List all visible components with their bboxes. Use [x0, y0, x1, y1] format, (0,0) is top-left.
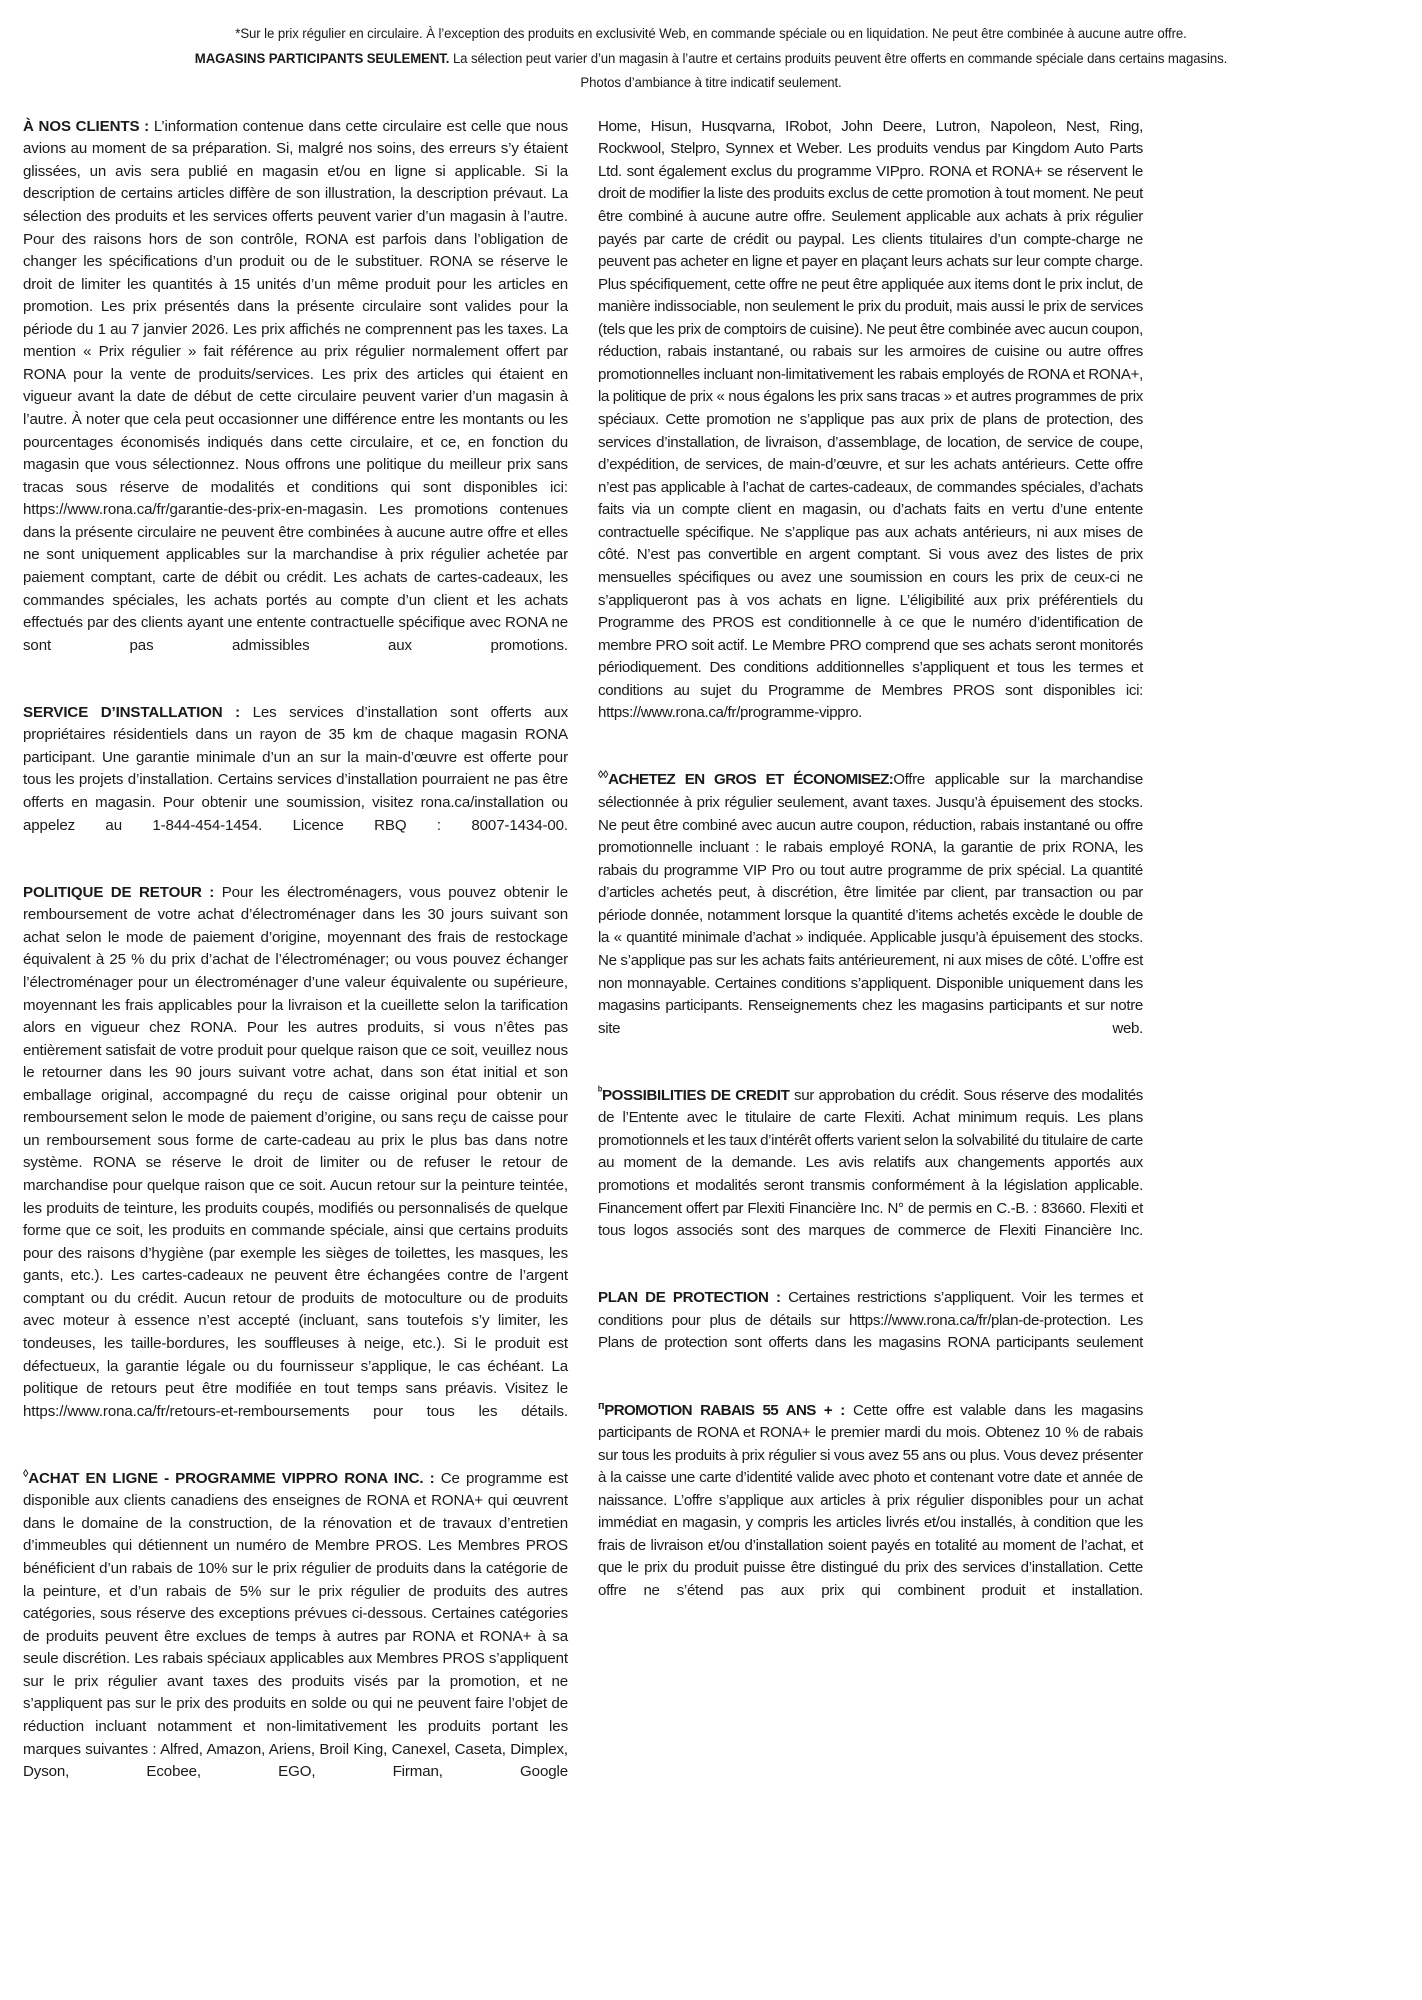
section-heading: PLAN DE PROTECTION : — [598, 1289, 781, 1307]
section-paragraph — [23, 882, 568, 1446]
section-heading: POLITIQUE DE RETOUR : — [23, 883, 215, 901]
left-column — [23, 116, 568, 1807]
section-vippro-continued — [598, 116, 1143, 748]
section-promotion-rabais-55-ans — [598, 1400, 1143, 1626]
section-body: Les services d’installation sont offerts aux propriétaires résidentiels dans un rayon de 35 km de chaque magasin RONA participant. Une garantie minimale d’un an sur la main-d’œuvre est offerte pour tous les projets d’installation. Certains services d’installation pourraient ne pas être offerts en magasin. Pour obtenir une soumission, visitez rona.ca/installation ou appelez au 1-844-454-1454. Licence RBQ : 8007-1434-00. — [23, 703, 568, 834]
section-politique-de-retour — [23, 882, 568, 1446]
section-paragraph — [598, 1085, 1143, 1266]
masthead-line-3: Photos d’ambiance à titre indicatif seulement. — [580, 75, 842, 92]
section-heading: ACHETEZ EN GROS ET ÉCONOMISEZ: — [608, 771, 894, 789]
section-body: Cette offre est valable dans les magasins participants de RONA et RONA+ le premier mardi du mois. Obtenez 10 % de rabais sur tous les produits à prix régulier si vous avez 55 ans ou plus. Vous devez présenter à la caisse une carte d’identité valide avec photo et contenant votre date et année de naissance. L’offre s’applique aux articles à prix régulier disponibles pour un achat immédiat en magasin, y compris les articles livrés et/ou installés, à condition que les frais de livraison et/ou d’installation soient payés en totalité au moment de l’achat, et que le prix du produit puisse être distingué du prix des services d’installation. Cette offre ne s’étend pas aux prix qui combinent produit et installation. — [598, 1401, 1143, 1600]
section-body: Pour les électroménagers, vous pouvez obtenir le remboursement de votre achat d’électroménager dans les 30 jours suivant son achat selon le mode de paiement d’origine, moyennant des frais de restockage équivalent à 25 % du prix d’achat de l’électroménager; ou vous pouvez échanger l’électroménager pour un électroménager d’une valeur équivalente ou supérieure, moyennant les frais applicables pour la livraison et la cueillette selon la tarification alors en vigueur chez RONA. Pour les autres produits, si vous n’êtes pas entièrement satisfait de votre produit pour quelque raison que ce soit, veuillez nous le retourner dans les 90 jours suivant votre achat, dans son état initial et son emballage original, accompagné du reçu de caisse original pour obtenir un remboursement selon le mode de paiement d’origine, ou sans reçu de caisse pour un remboursement sous forme de carte-cadeau au prix le plus bas dans notre système. RONA se réserve le droit de limiter ou de refuser le retour de marchandise pour quelque raison que ce soit. Aucun retour sur la peinture teintée, les produits de teinture, les produits coupés, modifiés ou personnalisés de quelque forme que ce soit, les produits en commande spéciale, ainsi que certains produits pour des raisons d’hygiène (par exemple les sièges de toilettes, les masques, les gants, etc.). Les cartes-cadeaux ne peuvent être échangées contre de l’argent comptant ou du crédit. Aucun retour de produits de motoculture ou de produits avec moteur à essence n’est accepté (incluant, sans toutefois s’y limiter, les tondeuses, les taille-bordures, les souffleuses à neige, etc.). Si le produit est défectueux, la garantie légale ou du fournisseur s’applique, le cas échéant. La politique de retours peut être modifiée en tout temps sans préavis. Visitez le https://www.rona.ca/fr/retours-et-remboursements pour tous les détails. — [23, 883, 568, 1420]
masthead-line-2-rest: La sélection peut varier d’un magasin à l’autre et certains produits peuvent être offerts en commande spéciale dans certains magasins. — [449, 50, 1228, 67]
section-marker: ᵇ — [598, 1084, 602, 1097]
section-body: L’information contenue dans cette circulaire est celle que nous avions au moment de sa préparation. Si, malgré nos soins, des erreurs s’y étaient glissées, un avis sera publié en magasin et/ou en ligne si applicable. Si la description de certains articles diffère de son illustration, la description prévaut. La sélection des produits et les services offerts peuvent varier d’un magasin à l’autre. Pour des raisons hors de son contrôle, RONA est parfois dans l’obligation de changer les spécifications d’un produit ou de le substituer. RONA se réserve le droit de limiter les quantités à 15 unités d’un même produit pour les articles en promotion. Les prix présentés dans la présente circulaire sont valides pour la période du 1 au 7 janvier 2026. Les prix affichés ne comprennent pas les taxes. La mention « Prix régulier » fait référence au prix régulier normalement offert par RONA pour la vente de produits/services. Les prix des articles qui étaient en vigueur avant la date de début de cette circulaire peuvent varier d’un magasin à l’autre. À noter que cela peut occasionner une différence entre les montants ou les pourcentages économisés indiqués dans cette circulaire, et ce, en fonction du magasin que vous sélectionnez. Nous offrons une politique du meilleur prix sans tracas sous réserve de modalités et conditions qui sont disponibles ici: https://www.rona.ca/fr/garantie-des-prix-en-magasin. Les promotions contenues dans la présente circulaire ne peuvent être combinées à aucune autre offre et elles ne sont uniquement applicables sur la marchandise à prix régulier achetée par paiement comptant, carte de débit ou crédit. Les achats de cartes-cadeaux, les commandes spéciales, les achats portés au compte d’un client et les achats effectués par des clients ayant une entente contractuelle spécifique avec RONA ne sont pas admissibles aux promotions. — [23, 117, 568, 654]
masthead-disclaimer — [18, 18, 1404, 102]
section-a-nos-clients — [23, 116, 568, 680]
section-marker: ᴨ — [598, 1399, 605, 1412]
section-heading: À NOS CLIENTS : — [23, 117, 150, 135]
section-marker: ◊◊ — [598, 769, 609, 782]
masthead-line-1: *Sur le prix régulier en circulaire. À l’exception des produits en exclusivité Web, en commande spéciale ou en liquidation. Ne peut être combinée à aucune autre offre. — [235, 26, 1187, 42]
section-achat-en-ligne-vippro — [23, 1468, 568, 1806]
section-body: Offre applicable sur la marchandise sélectionnée à prix régulier seulement, avant taxes. Jusqu’à épuisement des stocks. Ne peut être combiné avec aucun autre coupon, réduction, rabais instantané ou offre promotionnelle incluant : le rabais employé RONA, la garantie de prix RONA, les rabais du programme VIP Pro ou tout autre programme de prix spécial. La quantité d’articles achetés peut, à discrétion, être limitée par client, par transaction ou par période donnée, notamment lorsque la quantité d’items achetés excède le double de la « quantité minimale d’achat » indiquée. Applicable jusqu’à épuisement des stocks. Ne s’applique pas sur les achats faits antérieurement, ni aux mises de côté. L’offre est non monnayable. Certaines conditions s’appliquent. Disponible uniquement dans les magasins participants. Renseignements chez les magasins participants et sur notre site web. — [598, 771, 1144, 1037]
section-heading: PROMOTION RABAIS 55 ANS + : — [604, 1401, 845, 1419]
section-paragraph — [23, 1468, 568, 1806]
masthead-line-2 — [104, 49, 1319, 71]
section-heading: POSSIBILITIES DE CREDIT — [601, 1086, 790, 1104]
section-paragraph — [598, 1400, 1143, 1626]
section-achetez-en-gros — [598, 769, 1143, 1062]
section-body: Ce programme est disponible aux clients canadiens des enseignes de RONA et RONA+ qui œuvrent dans le domaine de la construction, de la rénovation et de travaux d’entretien d’immeubles qui détiennent un numéro de Membre PROS. Les Membres PROS bénéficient d’un rabais de 10% sur le prix régulier de produits dans la catégorie de la peinture, et d’un rabais de 5% sur le prix régulier de produits des autres catégories, sous réserve des exceptions prévues ci-dessous. Certaines catégories de produits peuvent être exclues de temps à autres par RONA et RONA+ à sa seule discrétion. Les rabais spéciaux applicables aux Membres PROS s’appliquent sur le prix régulier avant taxes des produits visés par la promotion, et ne s’appliquent pas sur le prix des produits en solde ou qui ne peuvent faire l’objet de réduction incluant notamment et non-limitativement les produits portant les marques suivantes : Alfred, Amazon, Ariens, Broil King, Canexel, Caseta, Dimplex, Dyson, Ecobee, EGO, Firman, Google — [23, 1469, 568, 1781]
section-body: Certaines restrictions s’appliquent. Voir les termes et conditions pour plus de détails sur https://www.rona.ca/fr/plan-de-protection. Les Plans de protection sont offerts dans les magasins RONA participants seulement — [598, 1289, 1143, 1352]
section-paragraph — [598, 116, 1143, 748]
section-paragraph — [23, 116, 568, 680]
section-paragraph — [598, 769, 1143, 1062]
masthead-line-2-bold: MAGASINS PARTICIPANTS SEULEMENT. — [194, 50, 450, 67]
section-possibilites-de-credit — [598, 1085, 1143, 1266]
section-paragraph — [23, 702, 568, 860]
section-body: Home, Hisun, Husqvarna, IRobot, John Deere, Lutron, Napoleon, Nest, Ring, Rockwool, Stelpro, Synnex et Weber. Les produits vendus par Kingdom Auto Parts Ltd. sont également exclus du programme VIPpro. RONA et RONA+ se réservent le droit de modifier la liste des produits exclus de cette promotion à tout moment. Ne peut être combiné à aucune autre offre. Seulement applicable aux achats à prix régulier payés par carte de crédit ou paypal. Les clients titulaires d’un compte-charge ne peuvent pas acheter en ligne et payer en plaçant leurs achats sur leur compte charge. Plus spécifiquement, cette offre ne peut être appliquée aux items dont le prix inclut, de manière indissociable, non seulement le prix du produit, mais aussi le prix de services (tels que les prix de comptoirs de cuisine). Ne peut être combinée avec aucun coupon, réduction, rabais instantané, ou rabais sur les armoires de cuisine ou autre offres promotionnelles incluant non-limitativement les rabais employés de RONA et RONA+, la politique de prix « nous égalons les prix sans tracas » et autres programmes de prix spéciaux. Cette promotion ne s’applique pas aux prix de plans de protection, des services d’installation, de livraison, d’assemblage, de location, de service de coupe, d’expédition, de services, de main-d’œuvre, et sur les achats antérieurs. Cette offre n’est pas applicable à l’achat de cartes-cadeaux, de commandes spéciales, d’achats faits via un compte client en magasin, ou d’achats faits en vertu d’une entente contractuelle spécifique. Ne s’applique pas aux achats antérieurs, ni aux mises de côté. N’est pas convertible en argent comptant. Si vous avez des listes de prix mensuelles spécifiques ou avez une soumission en cours les prix de ceux-ci ne s’appliqueront pas à vos achats en ligne. L’éligibilité aux prix préférentiels du Programme des PROS est conditionnelle à ce que le numéro d’identification de membre PRO soit actif. Le Membre PRO comprend que ses achats seront monitorés périodiquement. Des conditions additionnelles s’appliquent et tous les termes et conditions au sujet du Programme de Membres PROS sont disponibles ici: https://www.rona.ca/fr/programme-vippro. — [598, 117, 1143, 722]
section-paragraph — [598, 1287, 1143, 1377]
section-heading: SERVICE D’INSTALLATION : — [23, 703, 241, 721]
section-heading: ACHAT EN LIGNE - PROGRAMME VIPPRO RONA INC. : — [28, 1469, 435, 1487]
section-service-installation — [23, 702, 568, 860]
section-marker: ◊ — [23, 1467, 29, 1480]
section-plan-de-protection — [598, 1287, 1143, 1377]
section-body: sur approbation du crédit. Sous réserve des modalités de l’Entente avec le titulaire de carte Flexiti. Achat minimum requis. Les plans promotionnels et les taux d’intérêt offerts varient selon la solvabilité du titulaire de carte au moment de la demande. Les avis relatifs aux changements apportés aux promotions et modalités seront transmis conformément à la législation applicable. Financement offert par Flexiti Financière Inc. N° de permis en C.-B. : 83660. Flexiti et tous logos associés sont des marques de commerce de Flexiti Financière Inc. — [598, 1086, 1143, 1240]
terms-columns — [18, 102, 1404, 1807]
right-column — [598, 116, 1143, 1625]
